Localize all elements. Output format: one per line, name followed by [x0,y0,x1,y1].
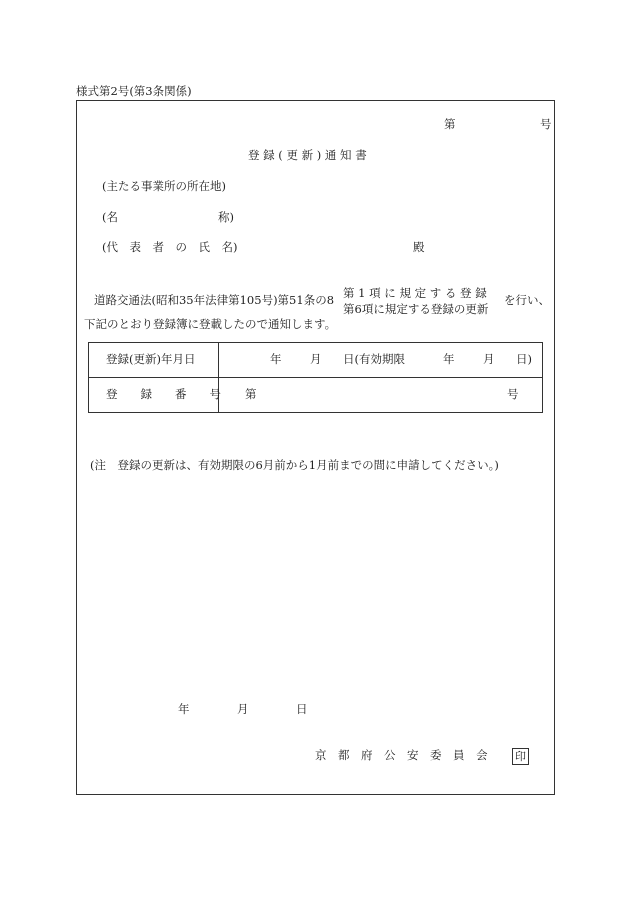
form-frame [76,100,555,795]
number-value-cell [219,378,543,413]
number-label: 登 録 番 号 [106,387,221,401]
body-option-renewal: 第6項に規定する登録の更新 [343,302,489,316]
form-label: 様式第2号(第3条関係) [76,84,192,98]
header-number-dai: 第 [444,117,456,131]
date-year: 年 [270,352,282,366]
date-label: 登録(更新)年月日 [106,352,196,366]
issuer: 京 都 府 公 安 委 員 会 [315,748,488,762]
addressee-representative: (代 表 者 の 氏 名) [102,240,238,254]
date-day-valid: 日(有効期限 [343,352,405,366]
valid-month: 月 [483,352,495,366]
body-prefix: 道路交通法(昭和35年法律第105号)第51条の8 [94,293,335,307]
body-line2: 下記のとおり登録簿に登載したので通知します。 [84,317,337,331]
registration-table [88,342,543,413]
valid-year: 年 [443,352,455,366]
addressee-name-close: 称) [218,210,234,224]
addressee-location: (主たる事業所の所在地) [102,179,226,193]
document-title: 登 録 ( 更 新 ) 通 知 書 [248,148,367,162]
addressee-name-open: (名 [102,210,118,224]
number-gou: 号 [507,387,519,401]
valid-day: 日) [516,352,532,366]
table-row [89,378,543,413]
number-label-cell [89,378,219,413]
body-suffix: を行い、 [504,293,550,307]
note: (注 登録の更新は、有効期限の6月前から1月前までの間に申請してください。) [90,458,499,472]
number-dai: 第 [245,387,257,401]
date-value-cell [219,343,543,378]
seal-mark: 印 [512,748,529,765]
header-number-gou: 号 [540,117,552,131]
table-row [89,343,543,378]
footer-day: 日 [296,702,308,716]
date-label-cell [89,343,219,378]
addressee-honorific: 殿 [413,240,425,254]
body-option-register: 第 1 項 に 規 定 す る 登 録 [343,286,487,300]
footer-year: 年 [178,702,190,716]
footer-month: 月 [237,702,249,716]
date-month: 月 [310,352,322,366]
